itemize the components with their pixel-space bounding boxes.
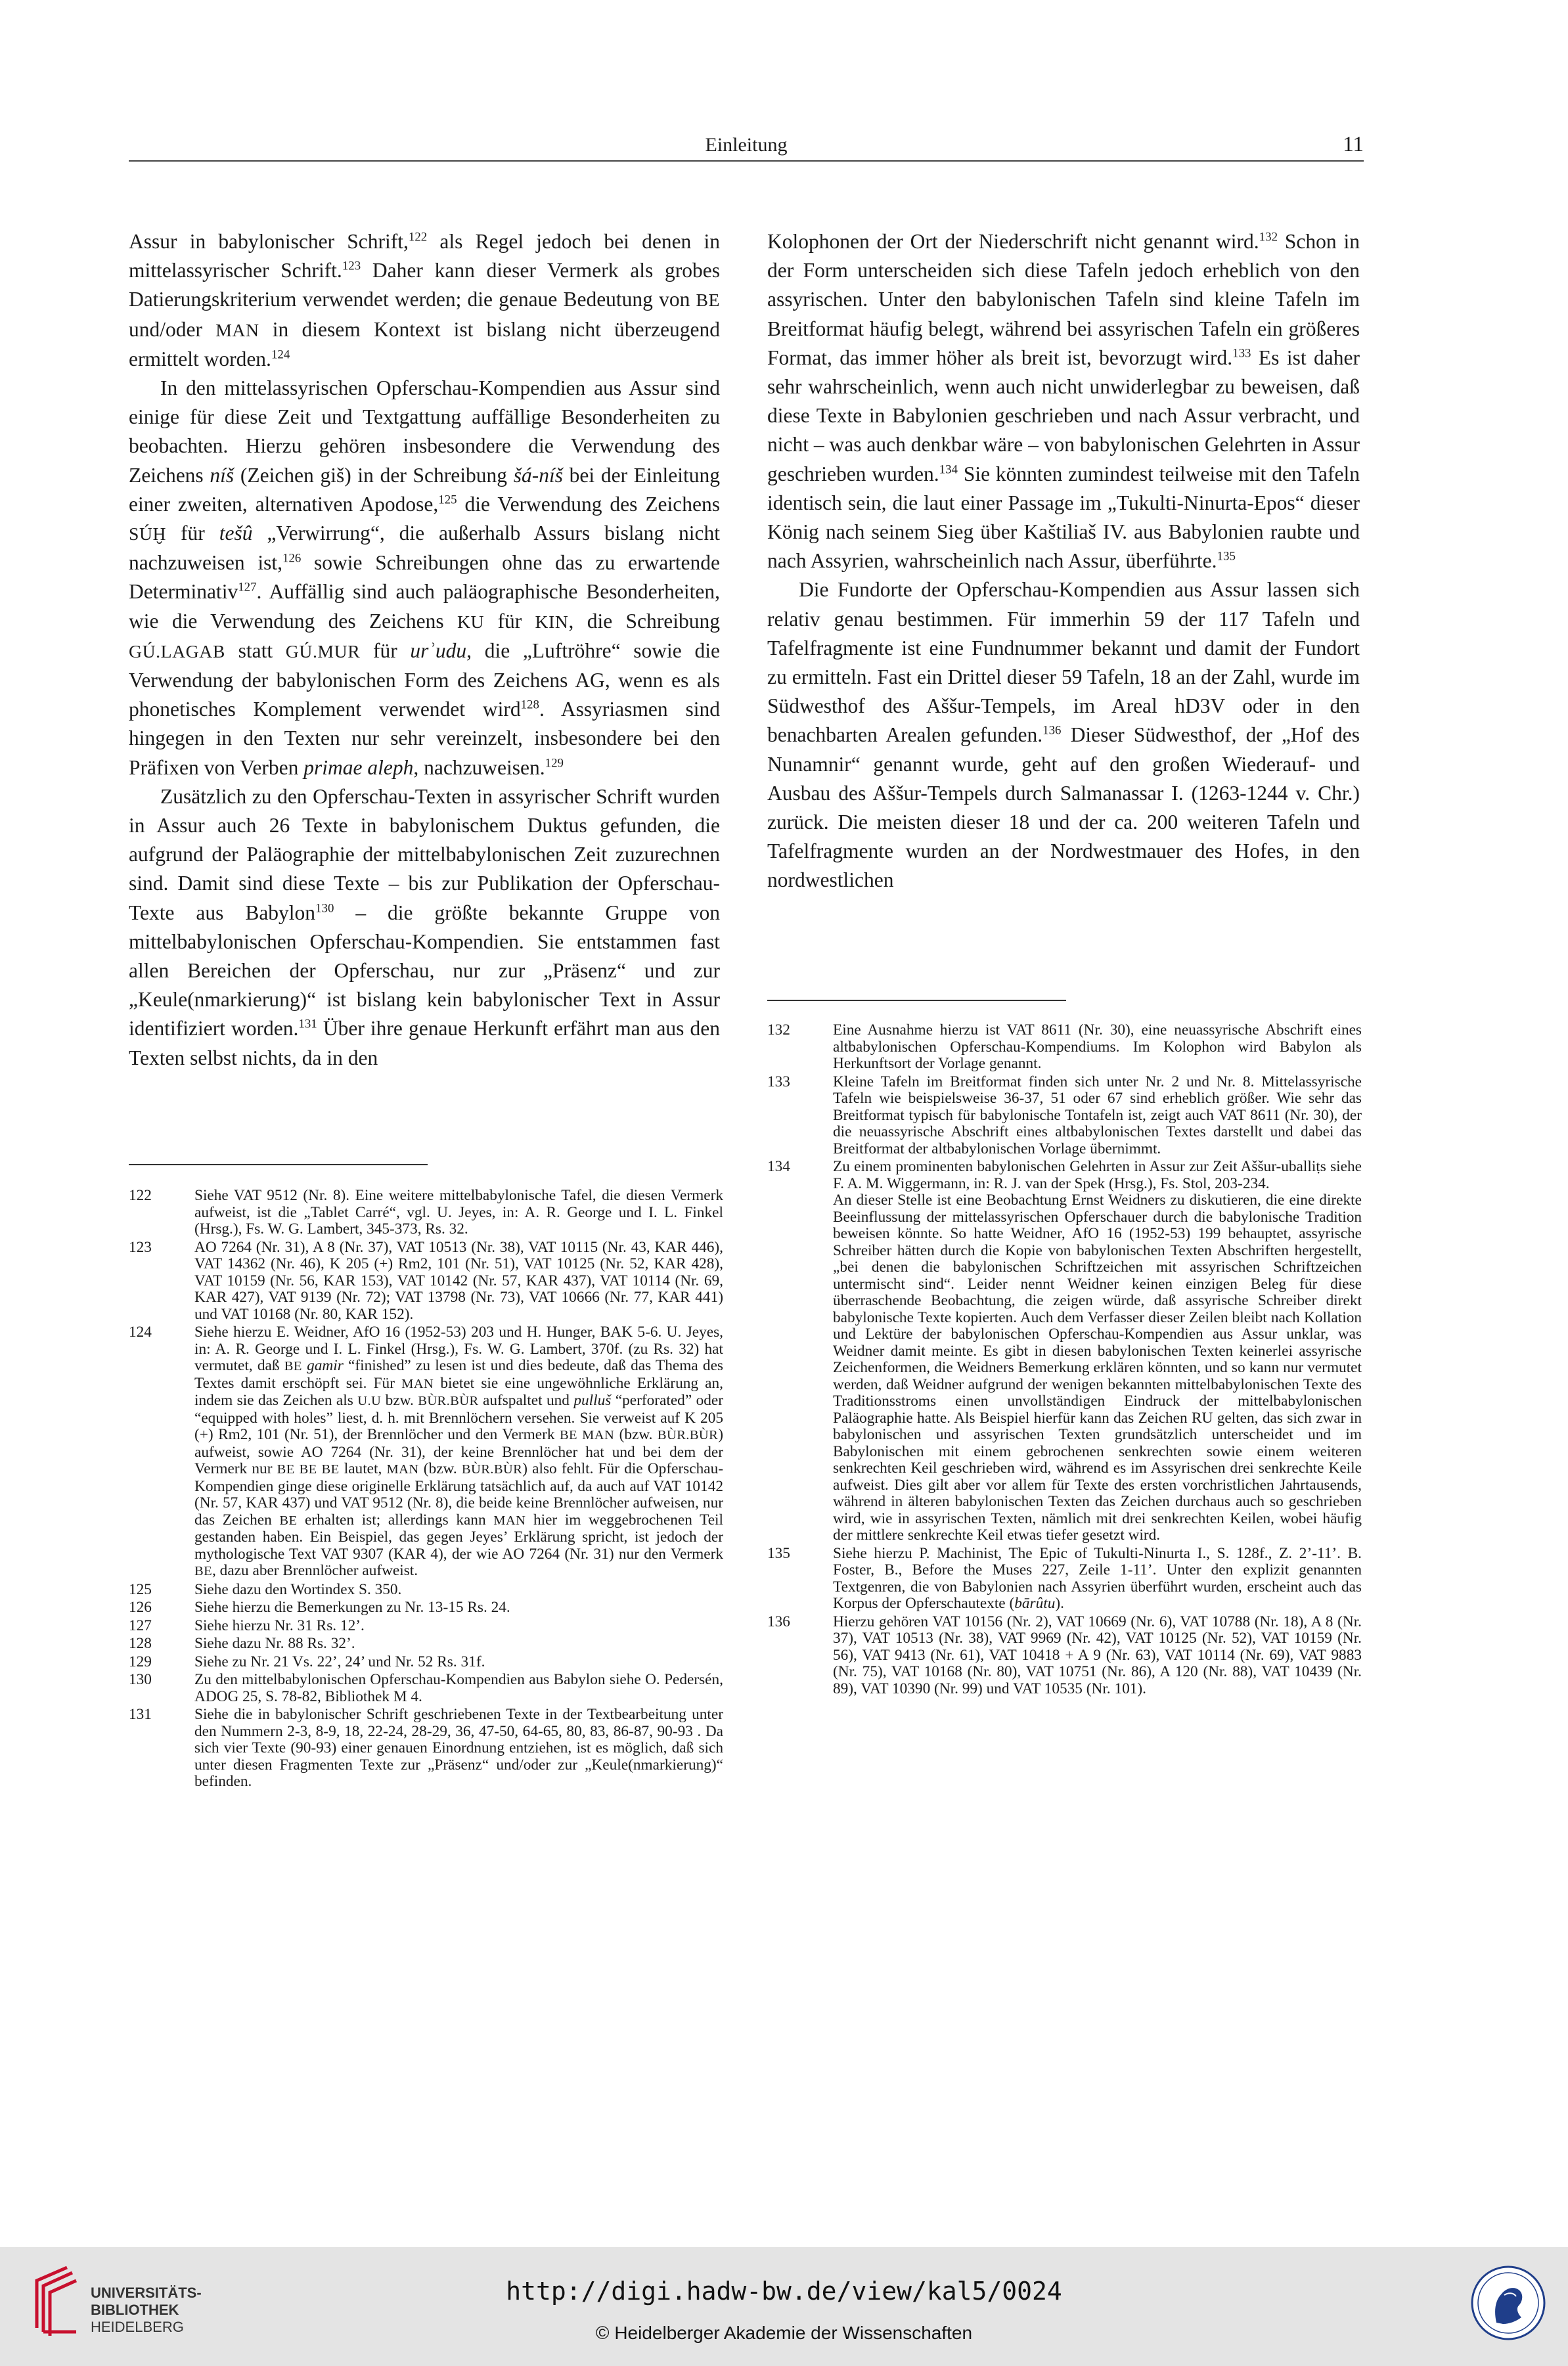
copyright-notice: © Heidelberger Akademie der Wissenschaften (595, 2323, 973, 2343)
footnote-number: 136 (767, 1613, 790, 1630)
footnote: 126 Siehe hierzu die Bemerkungen zu Nr. 13-15 Rs. 24. (129, 1599, 510, 1616)
footnote: 132 Eine Ausnahme hierzu ist VAT 8611 (Nr. 30), eine neuassyrische Abschrift eines altbabylonischen Opferschau-Kompendiums. Im Kolophon wird Babylon als Herkunftsort der Vorlage genannt. (767, 1021, 1362, 1072)
footnotes-left (129, 1188, 723, 1792)
footnote-number: 130 (129, 1671, 152, 1688)
right-column (767, 227, 1360, 895)
footnote-ref[interactable]: 133 (1232, 346, 1251, 361)
footnote: 123 AO 7264 (Nr. 31), A 8 (Nr. 37), VAT 10513 (Nr. 38), VAT 10115 (Nr. 43, KAR 446), VAT 14362 (Nr. 46), K 205 (+) Rm2, 101 (Nr. 51), VAT 10125 (Nr. 52, KAR 428), VAT 10159 (Nr. 56, KAR 153), VAT 10142 (Nr. 57, KAR 437), VAT 10114 (Nr. 69, KAR 427), VAT 9139 (Nr. 72); VAT 13798 (Nr. 73), VAT 10666 (Nr. 77, KAR 441) und VAT 10168 (Nr. 80, KAR 152). (129, 1238, 723, 1323)
footnote-ref[interactable]: 130 (315, 901, 334, 916)
footnote-ref[interactable]: 135 (1217, 549, 1236, 564)
footnote-number: 127 (129, 1617, 152, 1634)
paragraph: In den mittelassyrischen Opferschau-Kompendien aus Assur sind einige für diese Zeit und Textgattung auffällige Besonderheiten zu beobachten. Hierzu gehören insbesondere die Verwendung des Zeichens níš (Zeichen giš) in der Schreibung šá-níš bei der Einleitung einer zweiten, alternativen Apodose,$^{125}$ die Verwendung des Zeichens SÚḪ für tešû „Verwirrung“, die außerhalb Assurs bislang nicht nachzuweisen ist,$^{126}$ sowie Schreibungen ohne das zu erwartende Determinativ$^{127}$. Auffällig sind auch paläographische Besonderheiten, wie die Verwendung des Zeichens KU für KIN, die Schreibung GÚ.LAGAB statt GÚ.MUR für urʾudu, die „Luftröhre“ sowie die Verwendung der babylonischen Form des Zeichens AG, wenn es als phonetisches Komplement verwendet wird$^{128}$. Assyriasmen sind hingegen in den Texten nur sehr vereinzelt, insbesondere bei den Präfixen von Verben primae aleph, nachzuweisen.$^{129}$ (129, 376, 721, 779)
footnote-number: 133 (767, 1073, 790, 1090)
paragraph: Zusätzlich zu den Opferschau-Texten in assyrischer Schrift wurden in Assur auch 26 Texte in babylonischem Duktus gefunden, die aufgrund der Paläographie der mittelbabylonischen Zeit zuzurechnen sind. Damit sind diese Texte – bis zur Publikation der Opferschau-Texte aus Babylon$^{130}$ – die größte bekannte Gruppe von mittelbabylonischen Opferschau-Kompendien. Sie entstammen fast allen Bereichen der Opferschau, nur zur „Präsenz“ und zur „Keule(nmarkierung)“ ist bislang kein babylonischer Text in Assur identifiziert worden.$^{131}$ Über ihre genaue Herkunft erfährt man aus den Texten selbst nichts, da in den (129, 784, 721, 1069)
footnote-ref[interactable]: 132 (1259, 230, 1278, 244)
footnote-ref[interactable]: 125 (438, 493, 457, 507)
footnote: 136 Hierzu gehören VAT 10156 (Nr. 2), VAT 10669 (Nr. 6), VAT 10788 (Nr. 18), A 8 (Nr. 37), VAT 10513 (Nr. 38), VAT 9969 (Nr. 42), VAT 10125 (Nr. 52), VAT 10159 (Nr. 56), VAT 9413 (Nr. 61), VAT 10418 + A 9 (Nr. 63), VAT 10114 (Nr. 69), VAT 9883 (Nr. 75), VAT 10168 (Nr. 80), VAT 10751 (Nr. 86), A 120 (Nr. 88), VAT 10439 (Nr. 89), VAT 10390 (Nr. 99) und VAT 10535 (Nr. 101). (767, 1613, 1362, 1697)
footnote-number: 126 (129, 1599, 152, 1616)
footnote-number: 129 (129, 1653, 152, 1670)
footnote-ref[interactable]: 128 (520, 698, 539, 712)
source-url-link[interactable]: http://digi.hadw-bw.de/view/kal5/0024 (506, 2277, 1062, 2306)
footnote-rule (129, 1164, 428, 1165)
footnote-number: 124 (129, 1324, 152, 1341)
footnote-number: 123 (129, 1238, 152, 1256)
footnote-ref[interactable]: 124 (271, 347, 290, 362)
footnote: 131 Siehe die in babylonischer Schrift geschriebenen Texte in der Textbearbeitung unter den Nummern 2-3, 8-9, 18, 22-24, 28-29, 36, 47-50, 64-65, 80, 83, 86-87, 90-93 . Da sich vier Texte (90-93) einer genauen Einordnung entziehen, ist es möglich, daß sich unter diesen Fragmenten Texte zur „Präsenz“ und/oder zur „Keule(nmarkierung)“ befinden. (129, 1706, 723, 1790)
footnote-number: 132 (767, 1021, 790, 1038)
footnote: 130 Zu den mittelbabylonischen Opferschau-Kompendien aus Babylon siehe O. Pedersén, ADOG 25, S. 78-82, Bibliothek M 4. (129, 1671, 723, 1705)
footnote-ref[interactable]: 129 (545, 756, 564, 770)
running-head (129, 131, 1364, 162)
footer-band (0, 2247, 1568, 2366)
footnote: 125 Siehe dazu den Wortindex S. 350. (129, 1580, 402, 1598)
footnote-ref[interactable]: 126 (282, 551, 302, 566)
footnote-number: 135 (767, 1544, 790, 1562)
footnote-ref[interactable]: 127 (238, 580, 257, 594)
footnote-ref[interactable]: 136 (1042, 723, 1062, 738)
footnote-number: 125 (129, 1580, 152, 1598)
paragraph: Die Fundorte der Opferschau-Kompendien aus Assur lassen sich relativ genau bestimmen. Für immerhin 59 der 117 Tafeln und Tafelfragmente ist eine Fundnummer bekannt und damit der Fundort zu ermitteln. Fast ein Drittel dieser 59 Tafeln, 18 an der Zahl, wurde im Südwesthof des Aššur-Tempels, im Areal hD3V oder in den benachbarten Arealen gefunden.$^{136}$ Dieser Südwesthof, der „Hof des Nunamnir“ genannt wurde, geht auf den großen Wiederauf- und Ausbau des Aššur-Tempels durch Salmanassar I. (1263-1244 v. Chr.) zurück. Die meisten dieser 18 und der ca. 200 weiteren Tafeln und Tafelfragmente wurden an der Nordwestmauer des Hofes, in den nordwestlichen (767, 578, 1360, 892)
paragraph: Assur in babylonischer Schrift,$^{122}$ als Regel jedoch bei denen in mittelassyrischer Schrift.$^{123}$ Daher kann dieser Vermerk als grobes Datierungskriterium verwendet werden; die genaue Bedeutung von BE und/oder MAN in diesem Kontext ist bislang nicht überzeugend ermittelt worden.$^{124}$ (129, 230, 720, 370)
footnote-ref[interactable]: 123 (342, 259, 361, 273)
footnote: 134 Zu einem prominenten babylonischen Gelehrten in Assur zur Zeit Aššur-uballiṭs siehe F. A. M. Wiggermann, in: R. J. van der Spek (Hrsg.), Fs. Stol, 203-234. An dieser Stelle ist eine Beobachtung Ernst Weidners zu diskutieren, die eine direkte Beeinflussung der mittelassyrischen Opferschauer durch die babylonische Tradition beweisen könnte. So hatte Weidner, AfO 16 (1952-53) 199 behauptet, assyrische Schreiber hätten durch die Kopie von babylonischen Texten Abschriften hergestellt, „bei denen die babylonischen Schriftzeichen mit assyrischen Schriftzeichen untermischt sind“. Leider nennt Weidner keinen einzigen Beleg für diese überraschende Beobachtung, die zeigen würde, daß assyrische Schreiber direkt babylonische Texte kopierten. Auch dem Verfasser dieser Zeilen bleibt nach Kollation und Lektüre der babylonischen Opferschau-Kompendien aus Assur unklar, was Weidner damit meinte. Es gibt in diesen babylonischen Texten keinerlei assyrische Zeichenformen, die Weidners Bemerkung erklären könnten, und so kann nur vermutet werden, daß Weidner aufgrund der wenigen bekannten mittelbabylonischen Texte des Traditionsstroms einen unvollständigen Eindruck der mittelbabylonischen Paläographie hatte. Als Beispiel hierfür kann das Zeichen RU gelten, das sich zwar in babylonischen und assyrischen Texten grundsätzlich unterscheidet und im Babylonischen mit einem gebrochenen senkrechten sowie einem weiteren senkrechten Keil geschrieben wird, während es im Assyrischen drei senkrechte Keile aufweist. Dies gilt aber vor allem für Texte des ersten vorchristlichen Jahrtausends, während in älteren babylonischen Texten das Zeichen durchaus auch so geschrieben wird, wie in assyrischen Texten, nämlich mit drei senkrechten Keilen, wobei häufig der mittlere senkrechte Keil etwas tiefer gesetzt wird. (767, 1158, 1362, 1544)
footnote-number: 131 (129, 1706, 152, 1723)
footnote-rule (767, 1000, 1066, 1001)
footnote-number: 134 (767, 1158, 790, 1175)
footnote-ref[interactable]: 134 (939, 462, 958, 477)
paragraph: Kolophonen der Ort der Niederschrift nicht genannt wird.$^{132}$ Schon in der Form unterscheiden sich diese Tafeln jedoch erheblich von den assyrischen. Unter den babylonischen Tafeln sind kleine Tafeln im Breitformat häufig belegt, während bei assyrischen Tafeln ein größeres Format, das immer höher als breit ist, bevorzugt wird.$^{133}$ Es ist daher sehr wahrscheinlich, wenn auch nicht unwiderlegbar zu beweisen, daß diese Texte in Babylonien geschrieben und nach Assur verbracht, und nicht – was auch denkbar wäre – von babylonischen Gelehrten in Assur geschrieben wurden.$^{134}$ Sie könnten zumindest teilweise mit den Tafeln identisch sein, die laut einer Passage im „Tukulti-Ninurta-Epos“ dieser König nach seinem Sieg über Kaštiliaš IV. aus Babylonien raubte und nach Assyrien, wahrscheinlich nach Assur, überführte.$^{135}$ (767, 230, 1360, 573)
hadw-seal-icon (1470, 2265, 1546, 2341)
footnote: 124 Siehe hierzu E. Weidner, AfO 16 (1952-53) 203 und H. Hunger, BAK 5-6. U. Jeyes, in: A. R. George und I. L. Finkel (Hrsg.), Fs. W. G. Lambert, 370f. (zu Rs. 32) hat vermutet, daß BE gamir “finished” zu lesen ist und dies bedeute, daß das Thema des Textes damit erschöpft sei. Für MAN bietet sie eine ungewöhnliche Erklärung an, indem sie das Zeichen als U.U bzw. BÙR.BÙR aufspaltet und pulluš “perforated” oder “equipped with holes” liest, d. h. mit Brennlöchern versehen. Sie verweist auf K 205 (+) Rm2, 101 (Nr. 51), der Brennlöcher und den Vermerk BE MAN (bzw. BÙR.BÙR) aufweist, sowie AO 7264 (Nr. 31), der keine Brennlöcher hat und bei dem der Vermerk nur BE BE BE lautet, MAN (bzw. BÙR.BÙR) also fehlt. Für die Opferschau-Kompendien ginge diese originelle Erklärung tatsächlich auf, da auch auf VAT 10142 (Nr. 57, KAR 437) und VAT 9512 (Nr. 8), die beide keine Brennlöcher aufweisen, nur das Zeichen BE erhalten ist; allerdings kann MAN hier im weggebrochenen Teil gestanden haben. Ein Beispiel, das gegen Jeyes’ Erklärung spricht, ist jedoch der mythologische Text VAT 9307 (KAR 4), der wie AO 7264 (Nr. 31) nur den Vermerk BE, dazu aber Brennlöcher aufweist. (129, 1324, 724, 1579)
footnote: 129 Siehe zu Nr. 21 Vs. 22’, 24’ und Nr. 52 Rs. 31f. (129, 1653, 485, 1670)
footnote: 128 Siehe dazu Nr. 88 Rs. 32’. (129, 1635, 355, 1652)
page-number: 11 (1343, 133, 1364, 156)
left-column (129, 227, 720, 1073)
footnote: 127 Siehe hierzu Nr. 31 Rs. 12’. (129, 1617, 365, 1634)
footnote: 133 Kleine Tafeln im Breitformat finden sich unter Nr. 2 und Nr. 8. Mittelassyrische Tafeln wie beispielsweise 36-37, 51 oder 67 sind erheblich größer. Wie sehr das Breitformat typisch für babylonische Tontafeln ist, zeigt auch VAT 8611 (Nr. 30), der die neuassyrische Abschrift eines altbabylonischen Textes darstellt und dabei das Breitformat der altbabylonischen Vorlage übernimmt. (767, 1073, 1362, 1157)
running-title: Einleitung (705, 134, 788, 156)
footnotes-right (767, 1022, 1362, 1699)
footnote-ref[interactable]: 122 (408, 230, 428, 244)
footnote-number: 128 (129, 1635, 152, 1652)
footnote: 135 Siehe hierzu P. Machinist, The Epic of Tukulti-Ninurta I., S. 128f., Z. 2’-11’. B. Foster, B., Before the Muses 227, Zeile 1-11’. Unter den explizit genannten Textgenren, die von Babylonien nach Assyrien überführt wurden, erscheint auch das Korpus der Opferschautexte (bārûtu). (767, 1544, 1362, 1612)
footnote: 122 Siehe VAT 9512 (Nr. 8). Eine weitere mittelbabylonische Tafel, die diesen Vermerk aufweist, ist die „Tablet Carré“, vgl. U. Jeyes, in: A. R. George und I. L. Finkel (Hrsg.), Fs. W. G. Lambert, 345-373, Rs. 32. (129, 1187, 723, 1238)
library-name: UNIVERSITÄTS- BIBLIOTHEK HEIDELBERG (91, 2285, 202, 2335)
footnote-ref[interactable]: 131 (298, 1017, 317, 1031)
footnote-number: 122 (129, 1187, 152, 1204)
